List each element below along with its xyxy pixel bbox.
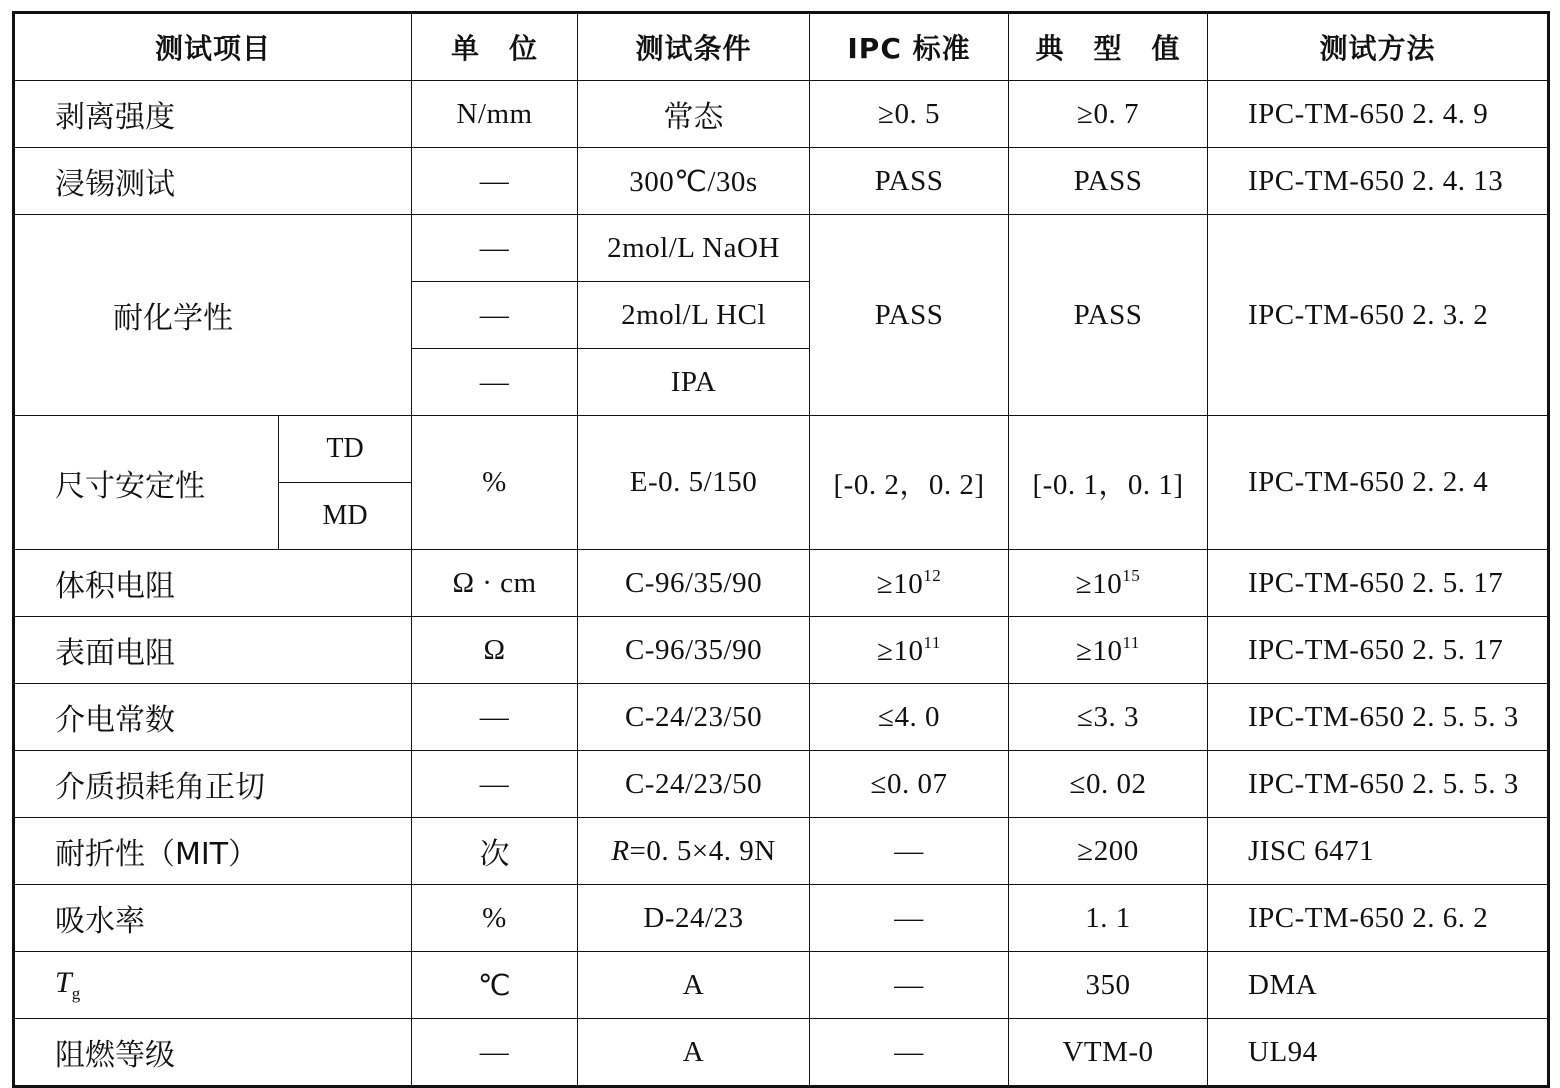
cell-typical: ≥0. 7 (1009, 81, 1208, 148)
cell-condition (578, 818, 810, 885)
cell-item: 尺寸安定性 (14, 416, 279, 550)
cell-unit: — (412, 215, 578, 282)
table-row (14, 818, 1549, 885)
cell-condition: IPA (578, 349, 810, 416)
cell-method: IPC-TM-650 2. 5. 17 (1208, 550, 1549, 617)
condition-symbol: R (611, 834, 630, 867)
cell-item: 耐化学性 (14, 215, 412, 416)
ipc-exponent: 11 (923, 632, 941, 652)
header-unit: 单 位 (412, 13, 578, 81)
cell-item: 浸锡测试 (14, 148, 412, 215)
table-row (14, 215, 1549, 282)
table-row (14, 416, 1549, 483)
cell-unit: % (412, 885, 578, 952)
cell-item: 阻燃等级 (14, 1019, 412, 1087)
cell-unit: — (412, 684, 578, 751)
cell-typical: VTM-0 (1009, 1019, 1208, 1087)
cell-ipc: — (810, 818, 1009, 885)
cell-ipc: ≤4. 0 (810, 684, 1009, 751)
typical-exponent: 15 (1122, 565, 1141, 585)
cell-ipc: PASS (810, 215, 1009, 416)
cell-ipc: [-0. 2，0. 2] (810, 416, 1009, 550)
cell-method: IPC-TM-650 2. 5. 5. 3 (1208, 684, 1549, 751)
table-row (14, 885, 1549, 952)
table-row (14, 81, 1549, 148)
table-row (14, 1019, 1549, 1087)
cell-typical: PASS (1009, 148, 1208, 215)
cell-item: 体积电阻 (14, 550, 412, 617)
cell-unit: — (412, 349, 578, 416)
cell-method: IPC-TM-650 2. 6. 2 (1208, 885, 1549, 952)
header-typical-value: 典 型 值 (1009, 13, 1208, 81)
cell-method: IPC-TM-650 2. 4. 13 (1208, 148, 1549, 215)
cell-method: IPC-TM-650 2. 4. 9 (1208, 81, 1549, 148)
cell-condition: D-24/23 (578, 885, 810, 952)
cell-unit: — (412, 1019, 578, 1087)
table-row (14, 684, 1549, 751)
cell-item: 剥离强度 (14, 81, 412, 148)
cell-subitem-td: TD (279, 416, 412, 483)
cell-ipc: ≥0. 5 (810, 81, 1009, 148)
cell-condition: A (578, 1019, 810, 1087)
cell-item: 介电常数 (14, 684, 412, 751)
cell-subitem-md: MD (279, 483, 412, 550)
spec-table-container (12, 11, 1547, 1074)
cell-condition: 2mol/L HCl (578, 282, 810, 349)
cell-item (14, 952, 412, 1019)
header-condition: 测试条件 (578, 13, 810, 81)
cell-condition: 常态 (578, 81, 810, 148)
cell-method: IPC-TM-650 2. 5. 17 (1208, 617, 1549, 684)
cell-unit: ℃ (412, 952, 578, 1019)
cell-unit: — (412, 751, 578, 818)
cell-condition: C-24/23/50 (578, 684, 810, 751)
table-row (14, 751, 1549, 818)
cell-unit: — (412, 148, 578, 215)
cell-method: UL94 (1208, 1019, 1549, 1087)
typical-base: ≥10 (1076, 634, 1123, 667)
table-row (14, 550, 1549, 617)
cell-item: 介质损耗角正切 (14, 751, 412, 818)
cell-typical: 1. 1 (1009, 885, 1208, 952)
cell-condition: C-24/23/50 (578, 751, 810, 818)
ipc-base: ≥10 (876, 567, 924, 600)
condition-value: =0. 5×4. 9N (629, 834, 776, 867)
cell-unit: 次 (412, 818, 578, 885)
item-symbol: T (55, 966, 72, 999)
cell-item: 耐折性（MIT） (14, 818, 412, 885)
table-row (14, 148, 1549, 215)
typical-base: ≥10 (1075, 567, 1123, 600)
cell-unit: Ω (412, 617, 578, 684)
cell-ipc: ≤0. 07 (810, 751, 1009, 818)
cell-condition: C-96/35/90 (578, 550, 810, 617)
item-subscript: g (71, 984, 81, 1003)
cell-method: DMA (1208, 952, 1549, 1019)
cell-typical (1009, 550, 1208, 617)
header-test-method: 测试方法 (1208, 13, 1549, 81)
cell-ipc (810, 617, 1009, 684)
header-ipc-standard: IPC 标准 (810, 13, 1009, 81)
ipc-exponent: 12 (923, 565, 942, 585)
table-row (14, 952, 1549, 1019)
cell-ipc: — (810, 1019, 1009, 1087)
header-test-item: 测试项目 (14, 13, 412, 81)
cell-typical: PASS (1009, 215, 1208, 416)
cell-item: 吸水率 (14, 885, 412, 952)
cell-ipc: PASS (810, 148, 1009, 215)
cell-condition: A (578, 952, 810, 1019)
cell-item: 表面电阻 (14, 617, 412, 684)
cell-typical: ≥200 (1009, 818, 1208, 885)
cell-typical: ≤3. 3 (1009, 684, 1208, 751)
cell-condition: C-96/35/90 (578, 617, 810, 684)
header-row (14, 13, 1549, 81)
cell-typical: ≤0. 02 (1009, 751, 1208, 818)
cell-unit: Ω · cm (412, 550, 578, 617)
cell-typical: [-0. 1，0. 1] (1009, 416, 1208, 550)
spec-table (12, 11, 1550, 1088)
cell-method: IPC-TM-650 2. 5. 5. 3 (1208, 751, 1549, 818)
ipc-base: ≥10 (877, 634, 924, 667)
cell-typical (1009, 617, 1208, 684)
cell-method: JISC 6471 (1208, 818, 1549, 885)
cell-condition: E-0. 5/150 (578, 416, 810, 550)
cell-ipc: — (810, 885, 1009, 952)
cell-unit: % (412, 416, 578, 550)
typical-exponent: 11 (1122, 632, 1140, 652)
cell-condition: 300℃/30s (578, 148, 810, 215)
cell-unit: — (412, 282, 578, 349)
cell-typical: 350 (1009, 952, 1208, 1019)
cell-method: IPC-TM-650 2. 2. 4 (1208, 416, 1549, 550)
cell-unit: N/mm (412, 81, 578, 148)
table-row (14, 617, 1549, 684)
cell-method: IPC-TM-650 2. 3. 2 (1208, 215, 1549, 416)
cell-ipc: — (810, 952, 1009, 1019)
cell-ipc (810, 550, 1009, 617)
cell-condition: 2mol/L NaOH (578, 215, 810, 282)
